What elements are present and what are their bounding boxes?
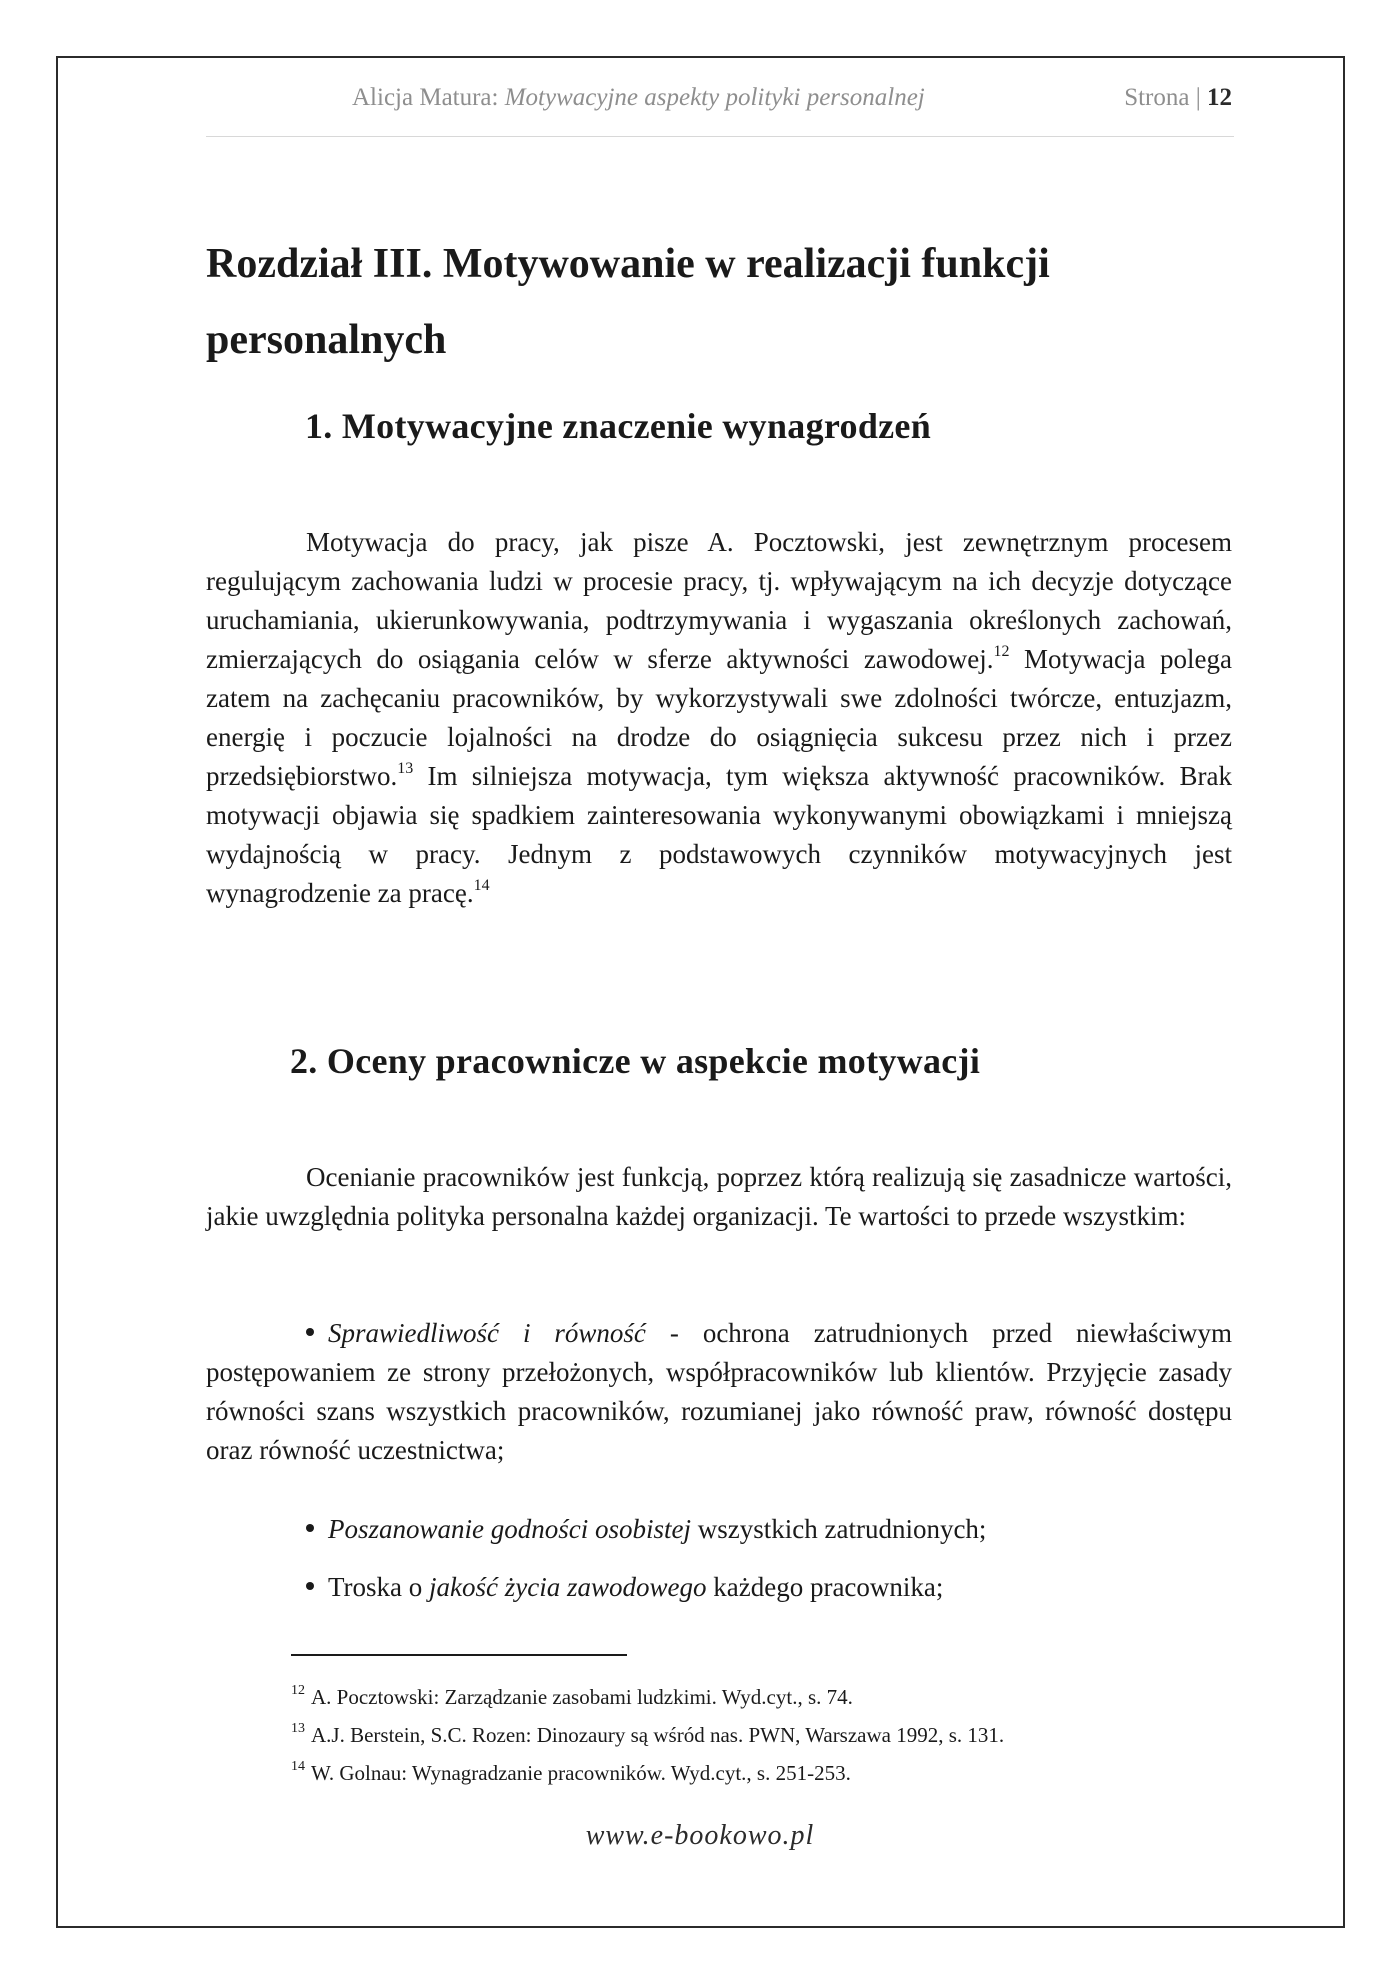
- footnote-ref-14[interactable]: 14: [473, 877, 490, 894]
- footnote-ref-12[interactable]: 12: [993, 643, 1010, 660]
- section-1-paragraph: Motywacja do pracy, jak pisze A. Pocztowski, jest zewnętrznym procesem regulującym zachowania ludzi w procesie pracy, tj. wpływającym na ich decyzje dotyczące uruchamiania, ukierunkowywania, podtrzymywania i wygaszania określonych zachowań, zmierzających do osiągania celów w sferze aktywności zawodowej.$^{12}$ Motywacja polega zatem na zachęcaniu pracowników, by wykorzystywali swe zdolności twórcze, entuzjazm, energię i poczucie lojalności na drodze do osiągnięcia sukcesu przez nich i przez przedsiębiorstwo.$^{13}$ Im silniejsza motywacja, tym większa aktywność pracowników. Brak motywacji objawia się spadkiem zainteresowania wykonywanymi obowiązkami i mniejszą wydajnością w pracy. Jednym z podstawowych czynników motywacyjnych jest wynagrodzenie za pracę.$^{14}$: [206, 527, 1232, 908]
- section-2-title: 2. Oceny pracownicze w aspekcie motywacji: [290, 1041, 981, 1081]
- chapter-title: Rozdział III. Motywowanie w realizacji funkcji personalnych: [206, 241, 1050, 363]
- footer-website-link[interactable]: www.e-bookowo.pl: [585, 1820, 815, 1851]
- footnote-item: $^{12}$ A. Pocztowski: Zarządzanie zasobami ludzkimi. Wyd.cyt., s. 74.: [291, 1683, 853, 1709]
- bullet-dot-icon: [306, 1582, 314, 1590]
- bullet-dot-icon: [306, 1328, 314, 1336]
- bullet-dot-icon: [306, 1524, 314, 1532]
- header-page-number: Strona | 12: [1124, 84, 1232, 111]
- running-header: [206, 84, 1234, 137]
- header-title: Alicja Matura: Motywacyjne aspekty polityki personalnej: [352, 84, 925, 111]
- footnotes-list: [291, 1678, 1231, 1792]
- footnote-divider: [291, 1654, 627, 1656]
- section-2-intro: Ocenianie pracowników jest funkcją, poprzez którą realizują się zasadnicze wartości, jakie uwzględnia polityka personalna każdej organizacji. Te wartości to przede wszystkim:: [206, 1162, 1232, 1231]
- footnote-ref-13[interactable]: 13: [397, 760, 414, 777]
- bullet-item: Troska o jakość życia zawodowego każdego pracownika;: [206, 1568, 1232, 1607]
- bullet-item: Sprawiedliwość i równość - ochrona zatrudnionych przed niewłaściwym postępowaniem ze strony przełożonych, współpracowników lub klientów. Przyjęcie zasady równości szans wszystkich pracowników, rozumianej jako równość praw, równość dostępu oraz równość uczestnictwa;: [206, 1318, 1232, 1465]
- footnote-item: $^{13}$ A.J. Berstein, S.C. Rozen: Dinozaury są wśród nas. PWN, Warszawa 1992, s. 131.: [291, 1721, 1005, 1747]
- footnote-item: $^{14}$ W. Golnau: Wynagradzanie pracowników. Wyd.cyt., s. 251-253.: [291, 1759, 851, 1785]
- bullet-item: Poszanowanie godności osobistej wszystkich zatrudnionych;: [206, 1510, 1232, 1549]
- section-1-title: 1. Motywacyjne znaczenie wynagrodzeń: [305, 406, 932, 446]
